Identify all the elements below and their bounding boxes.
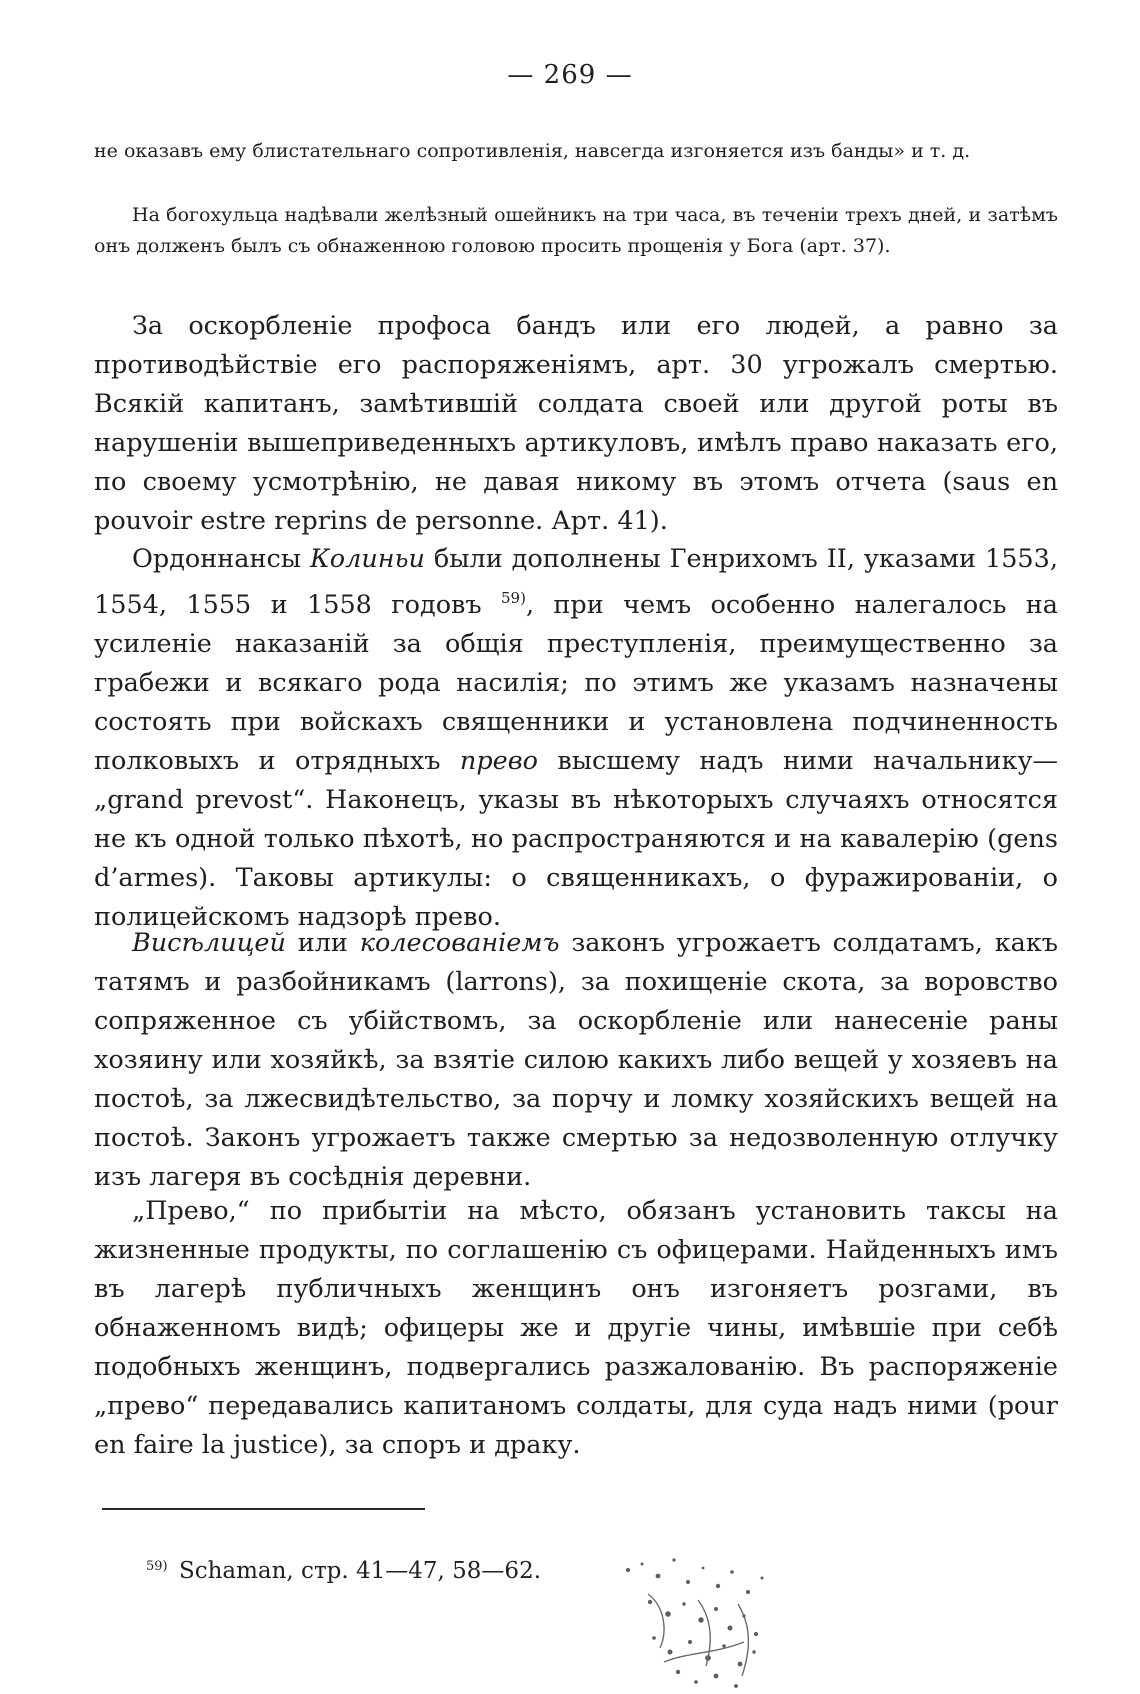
italic-term-gallows: Висѣлицей bbox=[132, 928, 286, 958]
paragraph-middle-2: , при чемъ особенно налегалось на усиленіе наказаній за общія преступленія, преимущественно за грабежи и всякаго рода насилія; по этимъ же указамъ назначены состоять при войскахъ священники и установлена подчиненность полковыхъ и отрядныхъ bbox=[94, 590, 1058, 776]
footnote bbox=[146, 1550, 541, 1588]
footnote-reference: 59) bbox=[501, 589, 526, 607]
paragraph-ordinances bbox=[94, 540, 1058, 937]
paragraph-blasphemy bbox=[94, 200, 1058, 262]
paragraph-text: „Прево,“ по прибытіи на мѣсто, обязанъ установить таксы на жизненные продукты, по соглашенію съ офицерами. Найденныхъ имъ въ лагерѣ публичныхъ женщинъ онъ изгоняетъ розгами, въ обнаженномъ видѣ; офицеры же и другіе чины, имѣвшіе при себѣ подобныхъ женщинъ, подвергались разжалованію. Въ распоряженіе „прево“ передавались капитаномъ солдаты, для суда надъ ними (pour en faire la justice), за споръ и драку. bbox=[94, 1196, 1058, 1460]
paragraph-insult-provost bbox=[94, 307, 1058, 541]
italic-name-coligny: Колиньи bbox=[310, 544, 425, 574]
paragraph-tail: законъ угрожаетъ солдатамъ, какъ татямъ и разбойникамъ (larrons), за похищеніе скота, за воровство сопряженное съ убійствомъ, за оскорбленіе или нанесеніе раны хозяину или хозяйкѣ, за взятіе силою какихъ либо вещей у хозяевъ на постоѣ, за лжесвидѣтельство, за порчу и ломку хозяйскихъ вещей на постоѣ. Законъ угрожаетъ также смертью за недозволенную отлучку изъ лагеря въ сосѣднія деревни. bbox=[94, 928, 1058, 1192]
paragraph-tail: высшему надъ ними начальнику—„grand prevost“. Наконецъ, указы въ нѣкоторыхъ случаяхъ относятся не къ одной только пѣхотѣ, но распространяются и на кавалерію (gens d’armes). Таковы артикулы: о священникахъ, о фуражированіи, о полицейскомъ надзорѣ прево. bbox=[94, 746, 1058, 932]
footnote-marker: 59) bbox=[146, 1559, 168, 1574]
footnote-text: Schaman, стр. 41—47, 58—62. bbox=[178, 1558, 542, 1584]
paragraph-punishments bbox=[94, 924, 1058, 1197]
paragraph-middle: были дополнены Генрихомъ II, указами 1553, 1554, 1555 и 1558 годовъ bbox=[94, 544, 1058, 620]
paragraph-lead: Ордоннансы bbox=[132, 544, 311, 574]
paragraph-continuation bbox=[94, 136, 1058, 167]
page-number: — 269 — bbox=[507, 60, 633, 90]
italic-term-wheel: колесованіемъ bbox=[359, 928, 560, 958]
paragraph-provost-duties bbox=[94, 1192, 1058, 1465]
footnote-divider bbox=[102, 1508, 425, 1510]
library-stamp-mark bbox=[606, 1546, 782, 1694]
paragraph-text: За оскорбленіе профоса бандъ или его людей, а равно за противодѣйствіе его распоряженіямъ, арт. 30 угрожалъ смертью. Всякій капитанъ, замѣтившій солдата своей или другой роты въ нарушеніи вышеприведенныхъ артикуловъ, имѣлъ право наказать его, по своему усмотрѣнію, не давая никому въ этомъ отчета (saus en pouvoir estre reprins de personne. Арт. 41). bbox=[94, 311, 1058, 536]
paragraph-text: не оказавъ ему блистательнаго сопротивленія, навсегда изгоняется изъ банды» и т. д. bbox=[94, 140, 971, 162]
paragraph-middle: или bbox=[285, 928, 360, 958]
paragraph-text: На богохульца надѣвали желѣзный ошейникъ на три часа, въ теченіи трехъ дней, и затѣмъ онъ долженъ былъ съ обнаженною головою просить прощенія у Бога (арт. 37). bbox=[94, 204, 1058, 257]
italic-term-prevo: прево bbox=[459, 746, 538, 776]
